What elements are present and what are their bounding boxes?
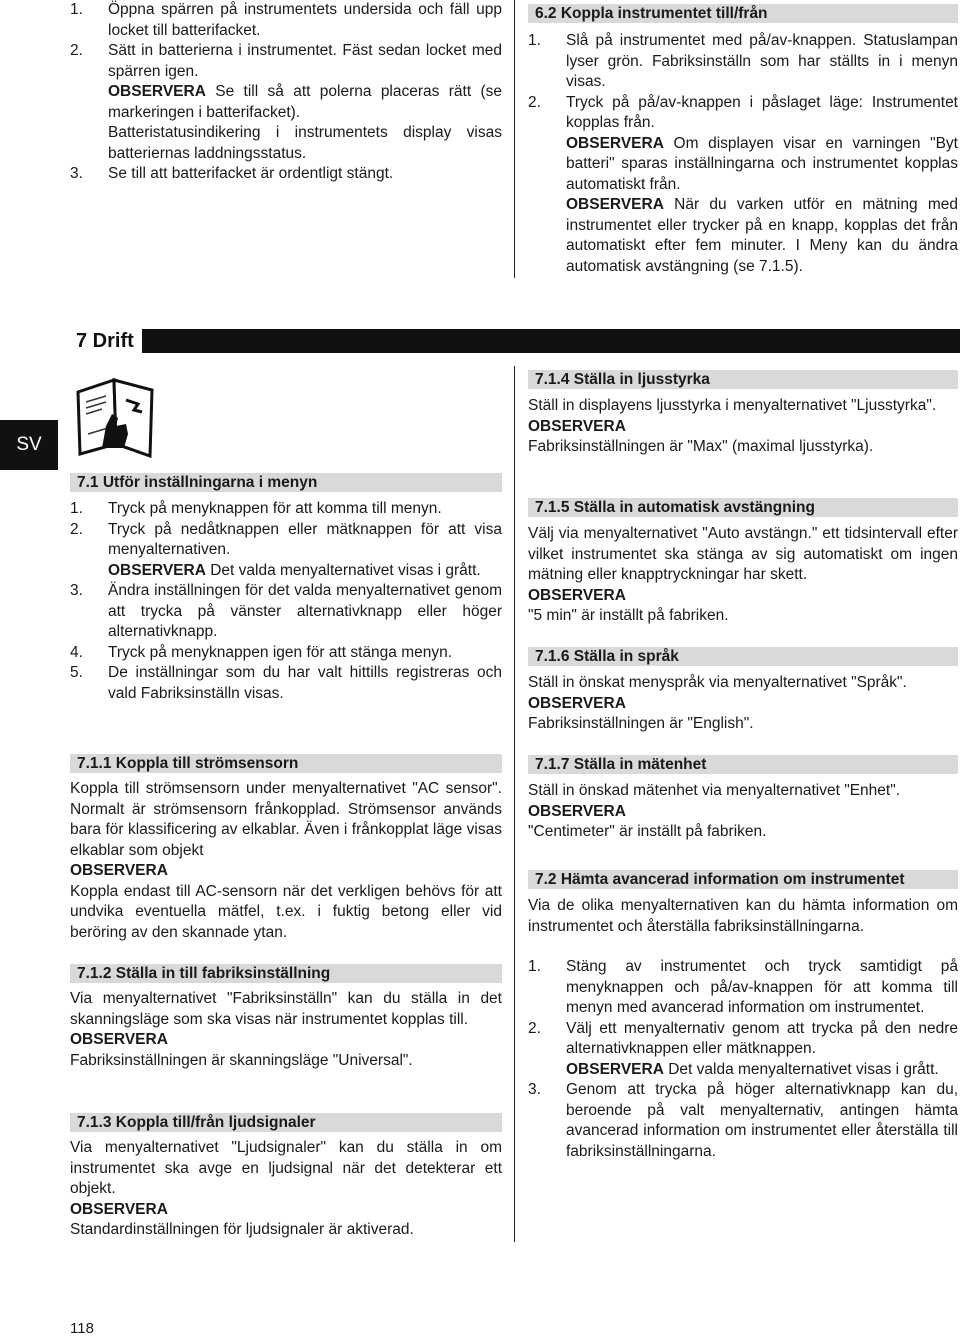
note-text: Batteristatusindikering i instrumentets display visas batteriernas laddningsstatus. — [108, 124, 502, 162]
note — [566, 1060, 958, 1081]
item-text: Se till att batterifacket är ordentligt stängt. — [108, 165, 394, 182]
note-text: Standardinställningen för ljudsignaler är aktiverad. — [70, 1221, 414, 1238]
page-number: 118 — [70, 1320, 94, 1337]
column-divider — [514, 0, 515, 278]
read-manual-icon — [72, 374, 162, 458]
list-item — [70, 0, 502, 41]
item-text: Välj ett menyalternativ genom att trycka på den nedre alternativknappen eller mätknappen. — [566, 1019, 958, 1057]
item-text: Tryck på menyknappen för att komma till menyn. — [108, 500, 442, 517]
note-text: Fabriksinställningen är skanningsläge "Universal". — [70, 1051, 413, 1069]
item-text: Slå på instrumentet med på/av-knappen. Statuslampan lyser grön. Fabriksinställn som har ställts in i menyn visas. — [566, 32, 958, 90]
section-7-1-2 — [70, 964, 502, 1071]
item-text: Stäng av instrumentet och tryck samtidigt på menyknappen och på/av-knappen för att komma till menyn med avancerad information om instrumentet. — [566, 958, 958, 1016]
list-item — [70, 581, 502, 643]
list-item — [528, 1019, 958, 1081]
section-heading: 7.1.5 Ställa in automatisk avstängning — [528, 498, 958, 517]
note-label: OBSERVERA — [528, 802, 626, 820]
note — [108, 123, 502, 164]
note — [566, 134, 958, 196]
list-item — [528, 93, 958, 278]
chapter-bar — [70, 329, 960, 353]
section-body: Koppla till strömsensorn under menyalternativet "AC sensor". Normalt är strömsensorn frånkopplad. Strömsensor används bara för klassificering av elkablar. Även i frånkopplat läge visas elkablar som objekt — [70, 780, 502, 859]
section-heading: 7.1.3 Koppla till/från ljudsignaler — [70, 1113, 502, 1132]
item-text: Ändra inställningen för det valda menyalternativet genom att trycka på vänster alternativknapp eller höger alternativknapp. — [108, 582, 502, 640]
top-left-list — [70, 0, 502, 185]
item-number: 2. — [70, 42, 83, 59]
item-number: 1. — [70, 1, 83, 18]
item-text: De inställningar som du har valt hittills registreras och vald Fabriksinställn visas. — [108, 664, 502, 702]
section-body: Ställ in önskat menyspråk via menyalternativet "Språk". — [528, 674, 907, 691]
section-7-1-1 — [70, 754, 502, 943]
note-text: Fabriksinställningen är "English". — [528, 715, 754, 732]
item-number: 2. — [70, 520, 83, 538]
list-item — [70, 164, 502, 185]
note — [108, 561, 502, 582]
section-7-1-4 — [528, 370, 958, 458]
item-number: 1. — [528, 958, 541, 975]
list-item — [70, 663, 502, 704]
language-tab: SV — [0, 420, 58, 470]
chapter-title: 7 Drift — [70, 329, 142, 353]
item-number: 2. — [528, 1019, 541, 1037]
item-text: Sätt in batterierna i instrumentet. Fäst sedan locket med spärren igen. — [108, 42, 502, 80]
section-heading: 7.1.7 Ställa in mätenhet — [528, 755, 958, 774]
note-text: Om displayen visar en varningen "Byt batteri" sparas inställningarna och instrumentet kopplas automatiskt från. — [566, 134, 958, 193]
section-body: Ställ in displayens ljusstyrka i menyalternativet "Ljusstyrka". — [528, 397, 937, 414]
note-label: OBSERVERA — [566, 1060, 664, 1078]
section-heading: 7.1.4 Ställa in ljusstyrka — [528, 370, 958, 389]
note-text: "Centimeter" är inställt på fabriken. — [528, 823, 767, 840]
note-text: Det valda menyalternativet visas i grått. — [205, 561, 481, 579]
section-body: Välj via menyalternativet "Auto avstängn." ett tidsintervall efter vilket instrumentet ska stänga av sig automatiskt om ingen mätning eller knapptryckningar har skett. — [528, 525, 958, 583]
note-label: OBSERVERA — [70, 1031, 168, 1048]
item-text: Tryck på nedåtknappen eller mätknappen för att visa menyalternativen. — [108, 520, 502, 558]
section-7-2 — [528, 870, 958, 1162]
list-item — [528, 1080, 958, 1162]
note-label: OBSERVERA — [108, 561, 206, 579]
item-number: 2. — [528, 93, 541, 111]
list-item — [70, 643, 502, 664]
note-label: OBSERVERA — [528, 694, 626, 712]
note-label: OBSERVERA — [528, 586, 626, 604]
column-divider — [514, 366, 515, 1242]
item-number: 3. — [70, 165, 83, 182]
section-6-2 — [528, 4, 958, 277]
section-7-1-3 — [70, 1113, 502, 1241]
list-item — [528, 957, 958, 1019]
note-text: Se till så att polerna placeras rätt (se markeringen i batterifacket). — [108, 83, 502, 121]
note-label: OBSERVERA — [108, 83, 206, 100]
section-body: Via menyalternativet "Ljudsignaler" kan du ställa in om instrumentet ska avge en ljudsignal när det detekterar ett objekt. — [70, 1139, 502, 1197]
item-number: 5. — [70, 664, 83, 681]
item-number: 1. — [70, 500, 83, 517]
list-item — [70, 520, 502, 582]
section-body: Via menyalternativet "Fabriksinställn" kan du ställa in det skanningsläge som ska visas när instrumentet kopplas till. — [70, 990, 502, 1028]
list-item — [70, 41, 502, 164]
section-7-1-5 — [528, 498, 958, 627]
section-7-1 — [70, 473, 502, 704]
item-number: 3. — [70, 582, 83, 599]
note-label: OBSERVERA — [566, 134, 664, 152]
list-item — [70, 499, 502, 520]
section-heading: 7.1.6 Ställa in språk — [528, 647, 958, 666]
item-text: Tryck på på/av-knappen i påslaget läge: Instrumentet kopplas från. — [566, 93, 958, 131]
item-text: Tryck på menyknappen igen för att stänga menyn. — [108, 643, 453, 661]
item-number: 3. — [528, 1081, 541, 1098]
note-text: Fabriksinställningen är "Max" (maximal ljusstyrka). — [528, 438, 874, 455]
note-text: Det valda menyalternativet visas i grått. — [663, 1060, 939, 1078]
note-label: OBSERVERA — [528, 417, 626, 435]
note-label: OBSERVERA — [70, 862, 168, 879]
item-text: Öppna spärren på instrumentets undersida och fäll upp locket till batterifacket. — [108, 1, 502, 39]
note-text: Koppla endast till AC-sensorn när det verkligen behövs för att undvika eventuella mätfel, t.ex. i fuktig betong eller vid beröring av den skannade ytan. — [70, 882, 502, 941]
item-text: Genom att trycka på höger alternativknapp kan du, beroende på valt menyalternativ, antingen hämta avancerad information om instrumentet eller återställa till fabriksinställningarna. — [566, 1081, 958, 1160]
section-heading: 7.1 Utför inställningarna i menyn — [70, 473, 502, 492]
note-label: OBSERVERA — [566, 196, 664, 213]
section-heading: 6.2 Koppla instrumentet till/från — [528, 4, 958, 23]
note-label: OBSERVERA — [70, 1200, 168, 1218]
item-number: 1. — [528, 32, 541, 49]
note — [566, 195, 958, 277]
list-item — [528, 31, 958, 93]
section-heading: 7.2 Hämta avancerad information om instrumentet — [528, 870, 958, 889]
section-7-1-7 — [528, 755, 958, 843]
item-number: 4. — [70, 643, 83, 661]
section-heading: 7.1.1 Koppla till strömsensorn — [70, 754, 502, 773]
section-7-1-6 — [528, 647, 958, 735]
note — [108, 82, 502, 123]
note-text: "5 min" är inställt på fabriken. — [528, 607, 729, 624]
section-heading: 7.1.2 Ställa in till fabriksinställning — [70, 964, 502, 983]
section-intro: Via de olika menyalternativen kan du hämta information om instrumentet och återställa fabriksinställningarna. — [528, 897, 958, 935]
section-body: Ställ in önskad mätenhet via menyalternativet "Enhet". — [528, 782, 901, 799]
note-text: När du varken utför en mätning med instrumentet eller trycker på en knapp, kopplas det från automatiskt efter fem minuter. I Meny kan du ändra automatisk avstängning (se 7.1.5). — [566, 196, 958, 275]
